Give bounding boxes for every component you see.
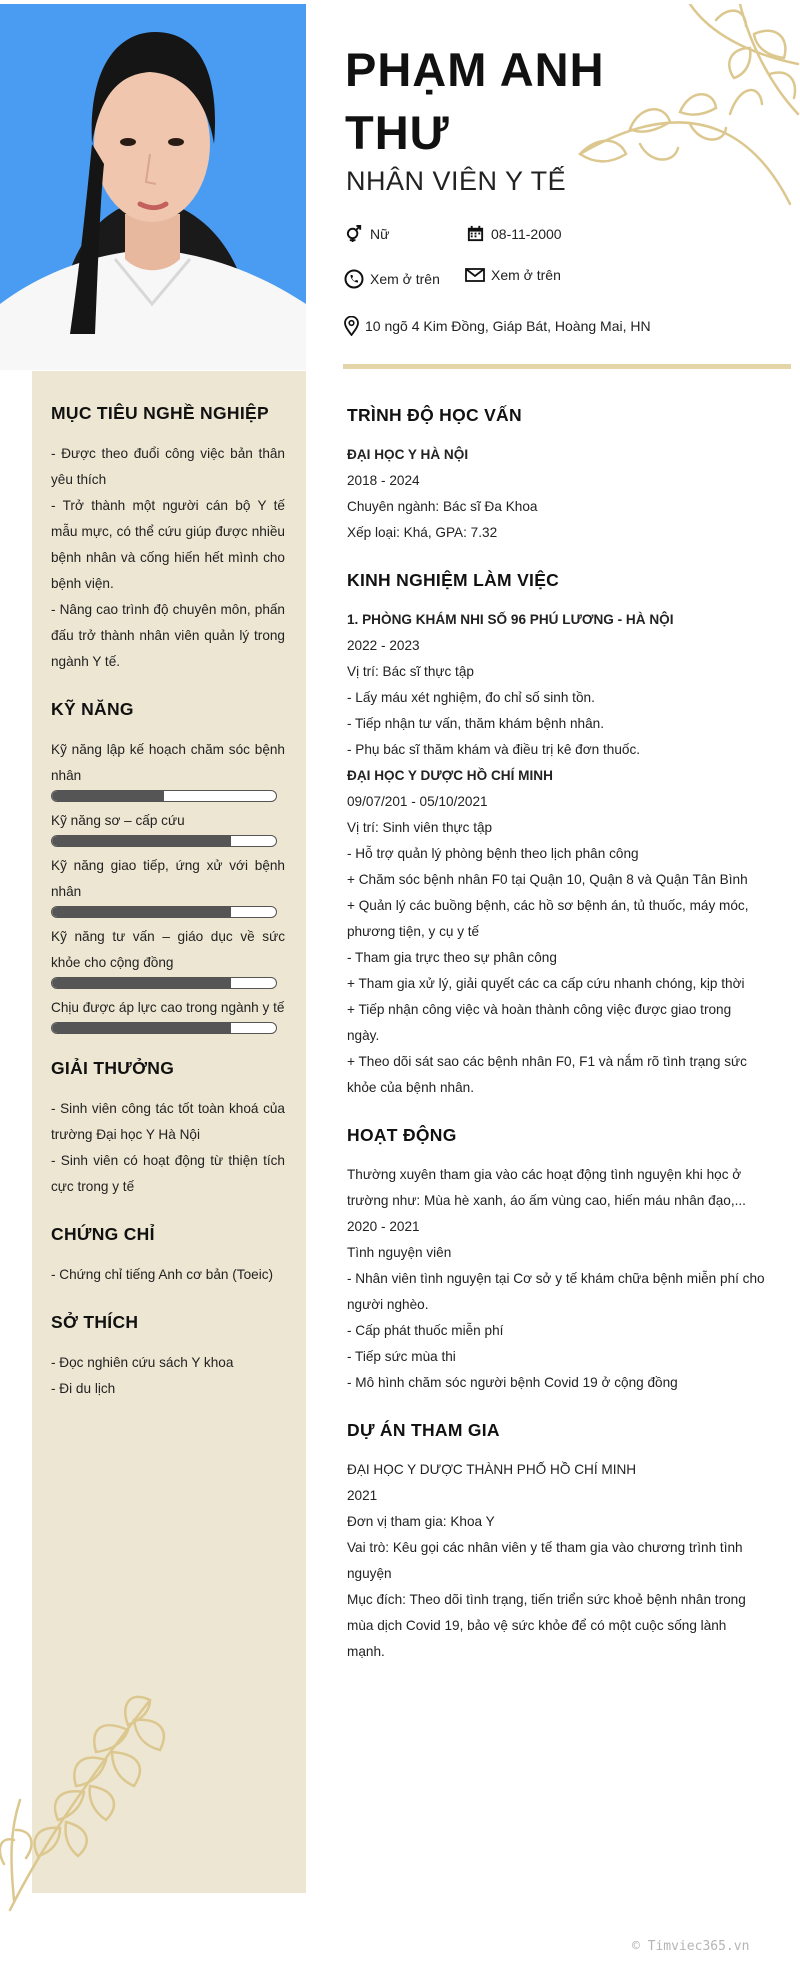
skill-bar <box>51 790 277 802</box>
skill-item <box>51 853 285 918</box>
address-value: 10 ngõ 4 Kim Đồng, Giáp Bát, Hoàng Mai, HN <box>365 318 651 334</box>
skill-bar-fill <box>52 907 231 917</box>
hobbies-heading: SỞ THÍCH <box>51 1312 139 1332</box>
skills-heading: KỸ NĂNG <box>51 699 134 719</box>
experience-heading: KINH NGHIỆM LÀM VIỆC <box>347 570 560 590</box>
job-line: + Quản lý các buồng bệnh, các hồ sơ bệnh án, tủ thuốc, máy móc, phương tiện, y cụ y tế <box>347 898 749 939</box>
job-period: 09/07/201 - 05/10/2021 <box>347 794 488 809</box>
watermark: © Timviec365.vn <box>632 1939 750 1954</box>
skill-label: Kỹ năng sơ – cấp cứu <box>51 813 185 828</box>
email-value: Xem ở trên <box>491 267 561 283</box>
activity-line: - Mô hình chăm sóc người bệnh Covid 19 ở cộng đồng <box>347 1375 678 1390</box>
skill-bar <box>51 1022 277 1034</box>
project-line: Mục đích: Theo dõi tình trạng, tiến triển sức khoẻ bệnh nhân trong mùa dịch Covid 19, bảo vệ sức khỏe để có một cuộc sống lành mạnh. <box>347 1592 746 1659</box>
address-info <box>344 316 651 336</box>
skill-bar-fill <box>52 978 231 988</box>
phone-icon <box>344 269 364 289</box>
certificate-line: - Chứng chỉ tiếng Anh cơ bản (Toeic) <box>51 1267 274 1282</box>
job-line: - Hỗ trợ quản lý phòng bệnh theo lịch phân công <box>347 846 639 861</box>
skill-bar <box>51 906 277 918</box>
education-heading: TRÌNH ĐỘ HỌC VẤN <box>347 405 522 425</box>
job-line: + Tiếp nhận công việc và hoàn thành công việc được giao trong ngày. <box>347 1002 732 1043</box>
project-line: Vai trò: Kêu gọi các nhân viên y tế tham gia vào chương trình tình nguyện <box>347 1540 743 1581</box>
job-org: 1. PHÒNG KHÁM NHI SỐ 96 PHÚ LƯƠNG - HÀ NỘI <box>347 612 674 627</box>
gender-value: Nữ <box>370 225 390 242</box>
hobbies-section <box>51 1312 285 1402</box>
education-section <box>347 405 767 546</box>
sidebar <box>51 403 285 1426</box>
awards-heading: GIẢI THƯỞNG <box>51 1058 175 1078</box>
skill-label: Kỹ năng giao tiếp, ứng xử với bệnh nhân <box>51 858 285 899</box>
objective-heading: MỤC TIÊU NGHỀ NGHIỆP <box>51 403 269 423</box>
skill-label: Kỹ năng lập kế hoạch chăm sóc bệnh nhân <box>51 742 285 783</box>
job-line: - Tiếp nhận tư vấn, thăm khám bệnh nhân. <box>347 716 604 731</box>
award-line: - Sinh viên có hoạt động từ thiện tích cực trong y tế <box>51 1153 285 1194</box>
skill-bar <box>51 977 277 989</box>
skill-bar-fill <box>52 791 164 801</box>
activity-line: - Cấp phát thuốc miễn phí <box>347 1323 504 1338</box>
education-major: Chuyên ngành: Bác sĩ Đa Khoa <box>347 499 538 514</box>
objective-line: - Được theo đuổi công việc bản thân yêu thích <box>51 446 285 487</box>
education-period: 2018 - 2024 <box>347 473 420 488</box>
job-title: NHÂN VIÊN Y TẾ <box>346 166 567 196</box>
experience-section <box>347 570 767 1101</box>
job-line: + Chăm sóc bệnh nhân F0 tại Quận 10, Quận 8 và Quận Tân Bình <box>347 872 748 887</box>
education-school: ĐẠI HỌC Y HÀ NỘI <box>347 447 469 462</box>
leaf-decoration-bottom-icon <box>0 1660 190 1920</box>
gender-icon <box>345 224 364 243</box>
email-info <box>465 267 561 283</box>
certificates-section <box>51 1224 285 1288</box>
objective-line: - Nâng cao trình độ chuyên môn, phấn đấu trở thành nhân viên quản lý trong ngành Y tế. <box>51 602 285 669</box>
skill-bar-fill <box>52 1023 231 1033</box>
hobby-line: - Đi du lịch <box>51 1381 116 1396</box>
objective-section <box>51 403 285 675</box>
job-line: - Tham gia trực theo sự phân công <box>347 950 557 965</box>
location-pin-icon <box>344 316 359 336</box>
skill-item <box>51 808 285 847</box>
skill-item <box>51 924 285 989</box>
project-line: Đơn vị tham gia: Khoa Y <box>347 1514 495 1529</box>
activity-line: Thường xuyên tham gia vào các hoạt động tình nguyện khi học ở trường như: Mùa hè xanh, áo ấm vùng cao, hiến máu nhân đạo,... <box>347 1167 746 1208</box>
mail-icon <box>465 267 485 283</box>
activities-heading: HOẠT ĐỘNG <box>347 1125 457 1145</box>
awards-section <box>51 1058 285 1200</box>
job-line: - Phụ bác sĩ thăm khám và điều trị kê đơn thuốc. <box>347 742 641 757</box>
job-line: + Tham gia xử lý, giải quyết các ca cấp cứu nhanh chóng, kịp thời <box>347 976 745 991</box>
phone-value: Xem ở trên <box>370 271 440 287</box>
gender-info <box>345 224 389 243</box>
candidate-name: PHẠM ANH THƯ <box>345 43 605 159</box>
activity-line: - Tiếp sức mùa thi <box>347 1349 456 1364</box>
activity-line: - Nhân viên tình nguyện tại Cơ sở y tế khám chữa bệnh miễn phí cho người nghèo. <box>347 1271 765 1312</box>
skill-label: Kỹ năng tư vấn – giáo dục về sức khỏe cho cộng đồng <box>51 929 285 970</box>
project-line: ĐẠI HỌC Y DƯỢC THÀNH PHỐ HỒ CHÍ MINH <box>347 1462 637 1477</box>
birthday-value: 08-11-2000 <box>491 225 562 242</box>
skill-item <box>51 737 285 802</box>
activity-line: Tình nguyện viên <box>347 1245 452 1260</box>
hobby-line: - Đọc nghiên cứu sách Y khoa <box>51 1355 234 1370</box>
skill-bar-fill <box>52 836 231 846</box>
skills-section <box>51 699 285 1034</box>
profile-photo <box>0 4 306 370</box>
main-content <box>347 405 767 1689</box>
education-grade: Xếp loại: Khá, GPA: 7.32 <box>347 525 498 540</box>
header-divider <box>343 364 791 369</box>
activity-line: 2020 - 2021 <box>347 1219 420 1234</box>
projects-section <box>347 1420 767 1665</box>
calendar-icon <box>466 224 485 243</box>
certificates-heading: CHỨNG CHỈ <box>51 1224 155 1244</box>
job-line: - Lấy máu xét nghiệm, đo chỉ số sinh tồn. <box>347 690 595 705</box>
job-org: ĐẠI HỌC Y DƯỢC HỒ CHÍ MINH <box>347 768 553 783</box>
job-line: + Theo dõi sát sao các bệnh nhân F0, F1 và nắm rõ tình trạng sức khỏe của bệnh nhân. <box>347 1054 747 1095</box>
activities-section <box>347 1125 767 1396</box>
skill-label: Chịu được áp lực cao trong ngành y tế <box>51 1000 285 1015</box>
skill-bar <box>51 835 277 847</box>
job-period: 2022 - 2023 <box>347 638 420 653</box>
birthday-info <box>466 224 562 243</box>
job-line: Vị trí: Sinh viên thực tập <box>347 820 493 835</box>
skill-item <box>51 995 285 1034</box>
project-line: 2021 <box>347 1488 378 1503</box>
job-line: Vị trí: Bác sĩ thực tập <box>347 664 474 679</box>
award-line: - Sinh viên công tác tốt toàn khoá của trường Đại học Y Hà Nội <box>51 1101 285 1142</box>
objective-line: - Trở thành một người cán bộ Y tế mẫu mực, có thể cứu giúp được nhiều bệnh nhân và cống hiến hết mình cho bệnh viện. <box>51 498 285 591</box>
phone-info <box>344 269 440 289</box>
projects-heading: DỰ ÁN THAM GIA <box>347 1420 500 1440</box>
